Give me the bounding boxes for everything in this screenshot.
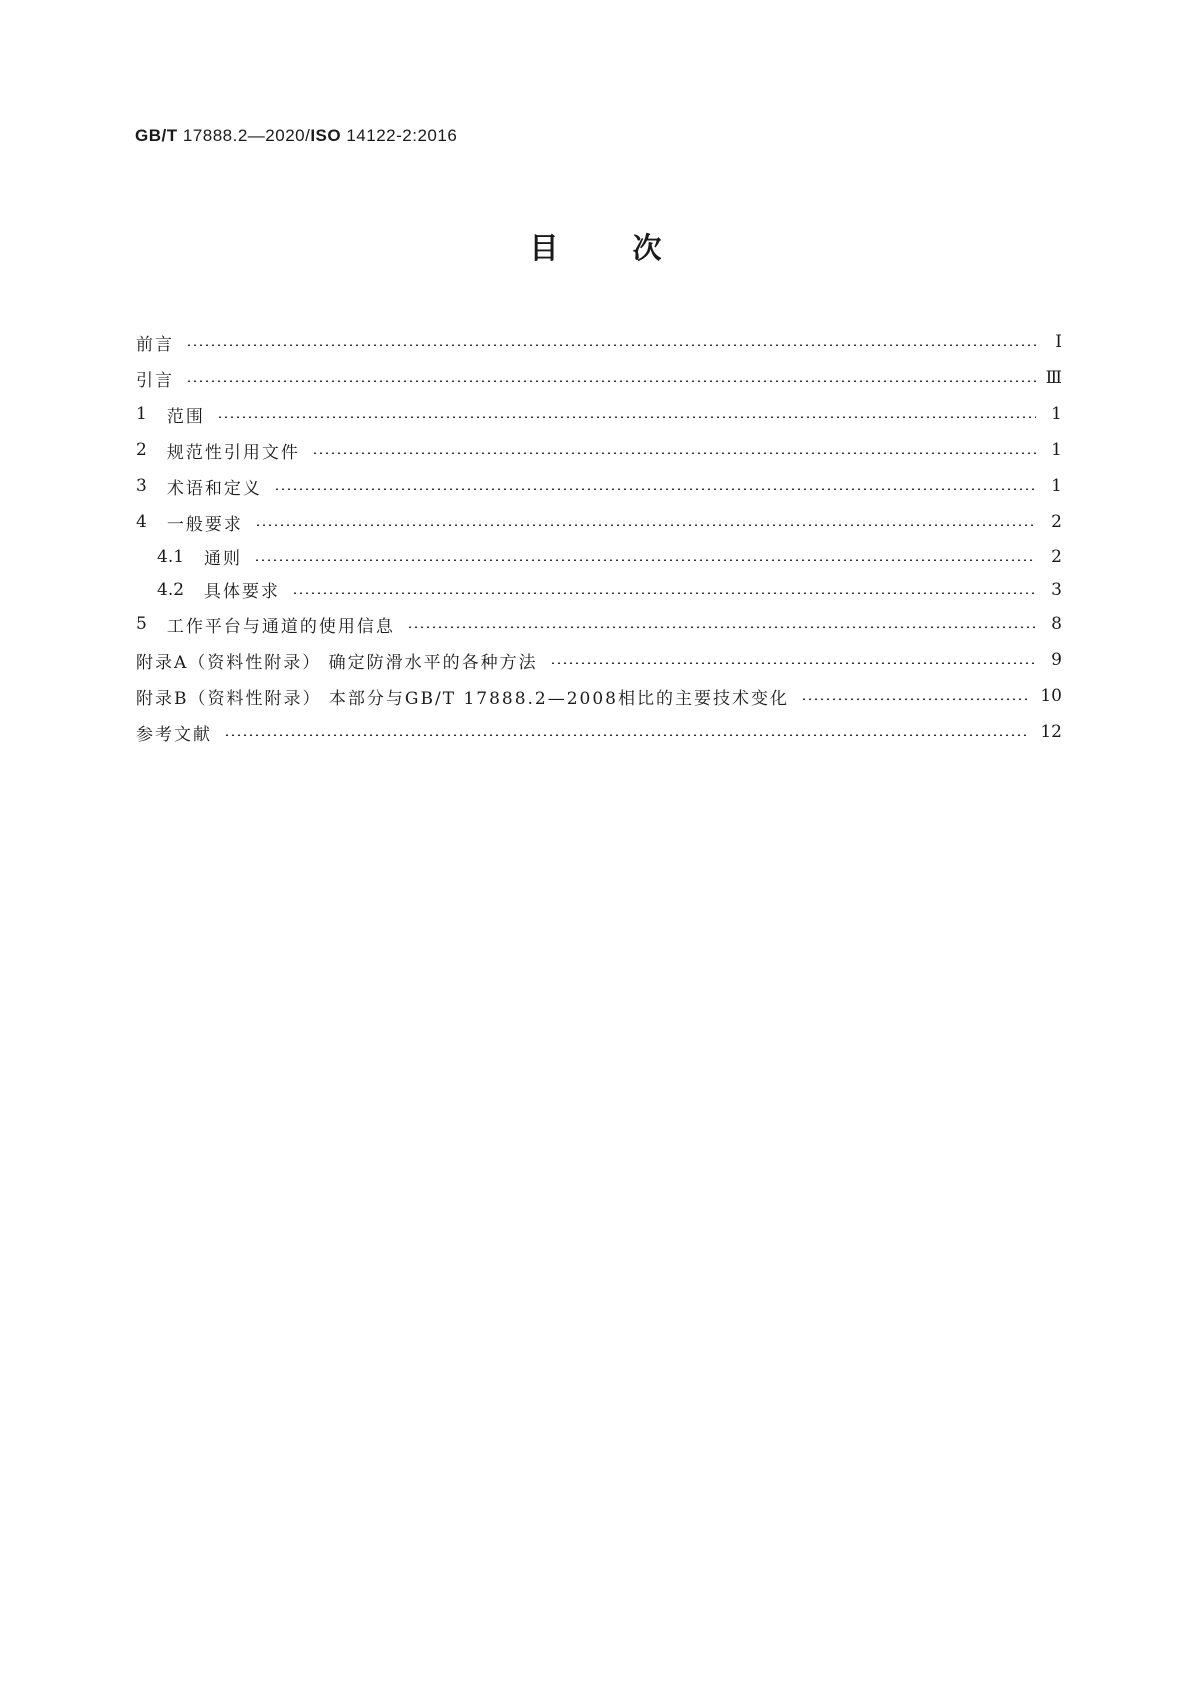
toc-entry-general-rules[interactable]	[136, 540, 1062, 573]
toc-entry-page: 1	[1051, 476, 1062, 496]
toc-entry-label: 引言	[136, 370, 174, 391]
toc-entry-information-for-use[interactable]	[136, 606, 1062, 642]
toc-entry-label: 参考文献	[136, 724, 212, 745]
toc-entry-page: 1	[1051, 404, 1062, 424]
toc-entry-number: 3	[136, 476, 147, 496]
toc-entry-page: 9	[1051, 650, 1062, 670]
toc-entry-bibliography[interactable]	[136, 714, 1062, 750]
toc-entry-label: 术语和定义	[166, 478, 262, 499]
toc-entry-page: 1	[1051, 440, 1062, 460]
toc-entry-label: 一般要求	[166, 514, 243, 535]
toc-entry-label: 附录A（资料性附录） 确定防滑水平的各种方法	[136, 652, 538, 673]
toc-entry-number: 2	[136, 440, 147, 460]
toc-entry-general-requirements[interactable]	[136, 504, 1062, 540]
doc-code-iso: ISO	[310, 126, 342, 145]
toc-entry-label: 规范性引用文件	[166, 442, 300, 463]
dot-leader	[255, 524, 1036, 526]
table-of-contents	[136, 324, 1062, 750]
toc-entry-page: 8	[1051, 614, 1062, 634]
toc-entry-specific-requirements[interactable]	[136, 573, 1062, 606]
doc-code-number: 17888.2—2020/	[177, 126, 311, 145]
dot-leader	[186, 344, 1036, 346]
toc-entry-terms-definitions[interactable]	[136, 468, 1062, 504]
dot-leader	[254, 559, 1036, 561]
toc-entry-number: 4.2	[157, 579, 185, 600]
dot-leader	[224, 734, 1030, 736]
toc-entry-page: 3	[1051, 579, 1062, 600]
toc-entry-label: 通则	[204, 549, 243, 569]
toc-entry-page: Ⅲ	[1045, 368, 1062, 388]
toc-entry-label: 具体要求	[204, 582, 281, 602]
toc-entry-introduction[interactable]	[136, 360, 1062, 396]
toc-entry-label: 附录B（资料性附录） 本部分与GB/T 17888.2—2008相比的主要技术变化	[136, 688, 790, 709]
toc-entry-number: 4.1	[157, 546, 185, 567]
toc-entry-annex-b[interactable]	[136, 678, 1062, 714]
dot-leader	[274, 488, 1036, 490]
toc-entry-page: Ⅰ	[1055, 332, 1062, 352]
toc-entry-normative-references[interactable]	[136, 432, 1062, 468]
dot-leader	[801, 698, 1030, 700]
toc-entry-label: 工作平台与通道的使用信息	[166, 616, 395, 637]
dot-leader	[550, 662, 1036, 664]
toc-entry-label: 范围	[166, 406, 205, 427]
toc-entry-scope[interactable]	[136, 396, 1062, 432]
page-title: 目次	[529, 231, 736, 265]
dot-leader	[217, 416, 1036, 418]
dot-leader	[312, 452, 1036, 454]
toc-entry-page: 12	[1040, 722, 1062, 742]
document-code	[135, 126, 457, 146]
toc-entry-foreword[interactable]	[136, 324, 1062, 360]
dot-leader	[186, 380, 1036, 382]
dot-leader	[292, 592, 1036, 594]
doc-code-standard: GB/T	[135, 126, 178, 145]
toc-entry-page: 10	[1040, 686, 1062, 706]
toc-entry-number: 4	[136, 512, 147, 532]
toc-entry-number: 5	[136, 614, 147, 634]
toc-entry-page: 2	[1051, 546, 1062, 567]
toc-entry-page: 2	[1051, 512, 1062, 532]
dot-leader	[407, 626, 1036, 628]
toc-entry-label: 前言	[136, 334, 174, 355]
doc-code-iso-number: 14122-2:2016	[341, 126, 458, 145]
toc-entry-number: 1	[136, 404, 147, 424]
toc-entry-annex-a[interactable]	[136, 642, 1062, 678]
